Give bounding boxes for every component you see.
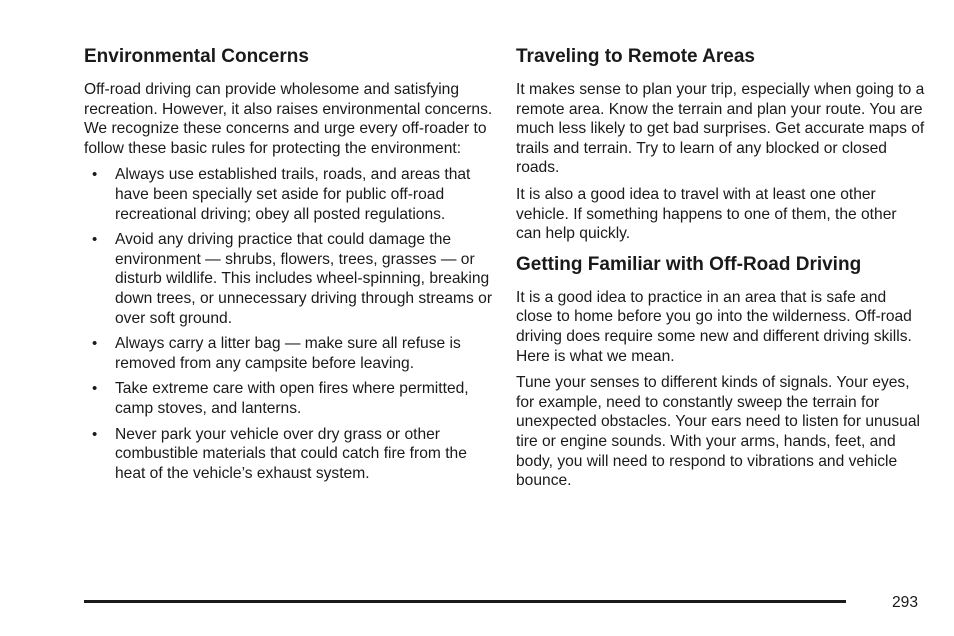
list-item: • Always use established trails, roads, and areas that have been specially set aside for public off-road recreational driving; obey all posted regulations. bbox=[92, 166, 471, 223]
right-column bbox=[516, 46, 926, 498]
off-road-familiar-paragraph: It is a good idea to practice in an area that is safe and close to home before you go into the wilderness. Off-road driving does require some new and different driving skills. Here is what we mean. bbox=[516, 288, 912, 365]
bullet-icon: • bbox=[92, 166, 98, 184]
remote-areas-paragraph: It makes sense to plan your trip, especially when going to a remote area. Know the terrain and plan your route. You are much less likely to get bad surprises. Get accurate maps of trails and terrain. Try to learn of any blocked or closed roads. bbox=[516, 81, 925, 177]
bullet-icon: • bbox=[92, 335, 98, 353]
environmental-intro: Off-road driving can provide wholesome and satisfying recreation. However, it also raises environmental concerns. We recognize these concerns and urge every off-roader to follow these basic rules for protecting the environment: bbox=[84, 81, 493, 157]
environmental-concerns-heading: Environmental Concerns bbox=[84, 46, 309, 67]
bullet-icon: • bbox=[92, 380, 98, 398]
footer-rule bbox=[84, 600, 846, 603]
remote-areas-paragraph: It is also a good idea to travel with at least one other vehicle. If something happens to one of them, the other can help quickly. bbox=[516, 185, 897, 243]
page-number: 293 bbox=[891, 594, 918, 611]
list-item: • Always carry a litter bag — make sure all refuse is removed from any campsite before leaving. bbox=[92, 335, 461, 372]
remote-areas-heading: Traveling to Remote Areas bbox=[516, 46, 755, 67]
off-road-familiar-heading: Getting Familiar with Off-Road Driving bbox=[516, 253, 862, 275]
list-item: • Never park your vehicle over dry grass or other combustible materials that could catch fire from the heat of the vehicle’s exhaust system. bbox=[92, 425, 467, 482]
environment-rules-list bbox=[84, 165, 494, 483]
bullet-icon: • bbox=[92, 425, 98, 443]
list-item: • Take extreme care with open fires where permitted, camp stoves, and lanterns. bbox=[92, 380, 469, 417]
bullet-icon: • bbox=[92, 231, 98, 249]
left-column bbox=[84, 46, 494, 489]
list-item: • Avoid any driving practice that could damage the environment — shrubs, flowers, trees, grasses — or disturb wildlife. This includes wheel-spinning, breaking down trees, or unnecessary driving through streams or over soft ground. bbox=[92, 231, 493, 327]
off-road-familiar-paragraph: Tune your senses to different kinds of signals. Your eyes, for example, need to constantly sweep the terrain for unexpected obstacles. Your ears need to listen for unusual tire or engine sounds. With your arms, hands, feet, and body, you will need to respond to vibrations and vehicle bounce. bbox=[516, 374, 920, 490]
